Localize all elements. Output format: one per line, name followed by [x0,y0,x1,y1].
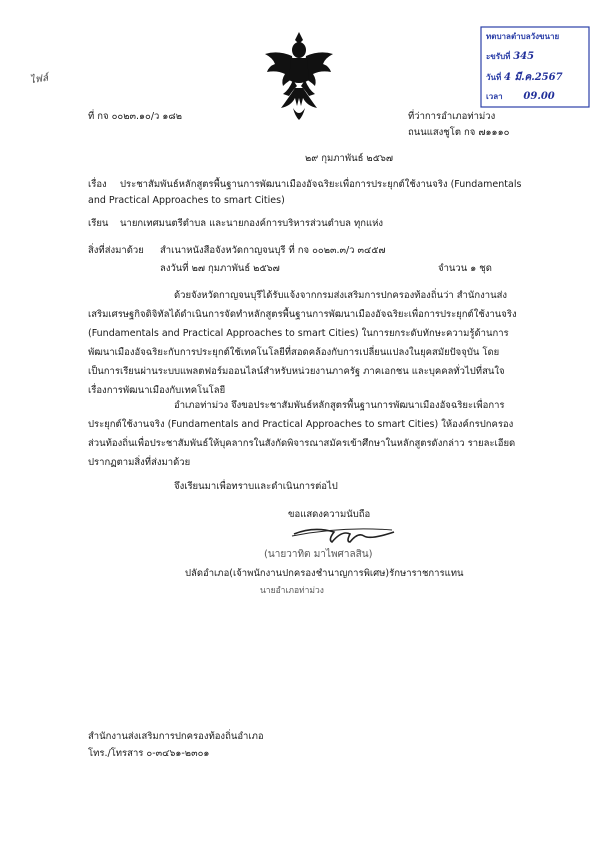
enclosure-line-1: สำเนาหนังสือจังหวัดกาญจนบุรี ที่ กจ ๐๐๒๓.๓/ว ๓๔๕๗ [160,245,386,256]
document-date: ๒๙ กุมภาพันธ์ ๒๕๖๗ [305,153,394,164]
to-text: นายกเทศมนตรีตำบล และนายกองค์การบริหารส่วนตำบล ทุกแห่ง [120,218,384,229]
signer-name: (นายวาทิต มาไพศาลสิน) [264,549,373,560]
signer-title-2: นายอำเภอท่าม่วง [260,586,324,596]
body-paragraph-2: อำเภอท่าม่วง จึงขอประชาสัมพันธ์หลักสูตรพื้นฐานการพัฒนาเมืองอัจฉริยะเพื่อการประยุกต์ใช้งานจริง (Fundamentals and Practical Approaches to smart Cities) ให้องค์กรปกครองส่วนท้องถิ่นเพื่อประชาสัมพันธ์ให้บุคลากรในสังกัดพิจารณาสมัครเข้าศึกษาในหลักสูตรดังกล่าว รายละเอียดปรากฏตามสิ่งที่ส่งมาด้วย [88,400,516,468]
enclosure-label: สิ่งที่ส่งมาด้วย [88,245,144,256]
receiving-stamp [480,26,590,108]
subject-label: เรื่อง [88,179,107,190]
footer-office: สำนักงานส่งเสริมการปกครองท้องถิ่นอำเภอ [88,731,264,742]
subject-line-2: and Practical Approaches to smart Cities) [88,195,285,206]
stamp-date-value: 4 มี.ค.2567 [504,72,563,83]
body-paragraph-1: ด้วยจังหวัดกาญจนบุรีได้รับแจ้งจากกรมส่งเสริมการปกครองท้องถิ่นว่า สำนักงานส่งเสริมเศรษฐกิจดิจิทัลได้ดำเนินการจัดทำหลักสูตรพื้นฐานการพัฒนาเมืองอัจฉริยะเพื่อการประยุกต์ใช้งานจริง (Fundamentals and Practical Approaches to smart Cities) ในการยกระดับทักษะความรู้ด้านการพัฒนาเมืองอัจฉริยะกับการประยุกต์ใช้เทคโนโลยีที่สอดคล้องกับการเปลี่ยนแปลงในยุคสมัยปัจจุบัน โดยเป็นการเรียนผ่านระบบแพลตฟอร์มออนไลน์สำหรับหน่วยงานภาครัฐ ภาคเอกชน และบุคคลทั่วไปที่สนใจเรื่องการพัฒนาเมืองกับเทคโนโลยี [88,290,517,396]
garuda-emblem-icon [263,30,335,122]
stamp-received-no: 345 [513,51,535,62]
to-label: เรียน [88,218,109,229]
stamp-received-label: ะขรับที่ [486,52,511,61]
office-address-1: ที่ว่าการอำเภอท่าม่วง [408,111,496,122]
office-address-2: ถนนแสงชูโต กจ ๗๑๑๑๐ [408,127,510,138]
stamp-time-value: 09.00 [523,91,555,102]
body-paragraph-3: จึงเรียนมาเพื่อทราบและดำเนินการต่อไป [174,481,338,492]
reference-number: ที่ กจ ๐๐๒๓.๑๐/ว ๑๘๒ [88,111,182,122]
stamp-org: ทตบาลตำบลวังขนาย [486,32,560,41]
stamp-date-label: วันที่ [486,73,502,82]
stamp-time-label: เวลา [486,92,503,101]
subject-line-1: ประชาสัมพันธ์หลักสูตรพื้นฐานการพัฒนาเมืองอัจฉริยะเพื่อการประยุกต์ใช้งานจริง (Fundamentals [120,179,522,190]
enclosure-quantity: จำนวน ๑ ชุด [438,263,492,274]
footer-phone: โทร./โทรสาร ๐-๓๔๖๑-๒๓๐๑ [88,748,210,759]
closing-text: ขอแสดงความนับถือ [288,509,371,520]
margin-note: ไฟล์ [29,72,49,87]
enclosure-line-2: ลงวันที่ ๒๗ กุมภาพันธ์ ๒๕๖๗ [160,263,280,274]
signer-title-1: ปลัดอำเภอ(เจ้าพนักงานปกครองชำนาญการพิเศษ)รักษาราชการแทน [185,568,464,579]
handwritten-signature-icon [290,522,400,548]
